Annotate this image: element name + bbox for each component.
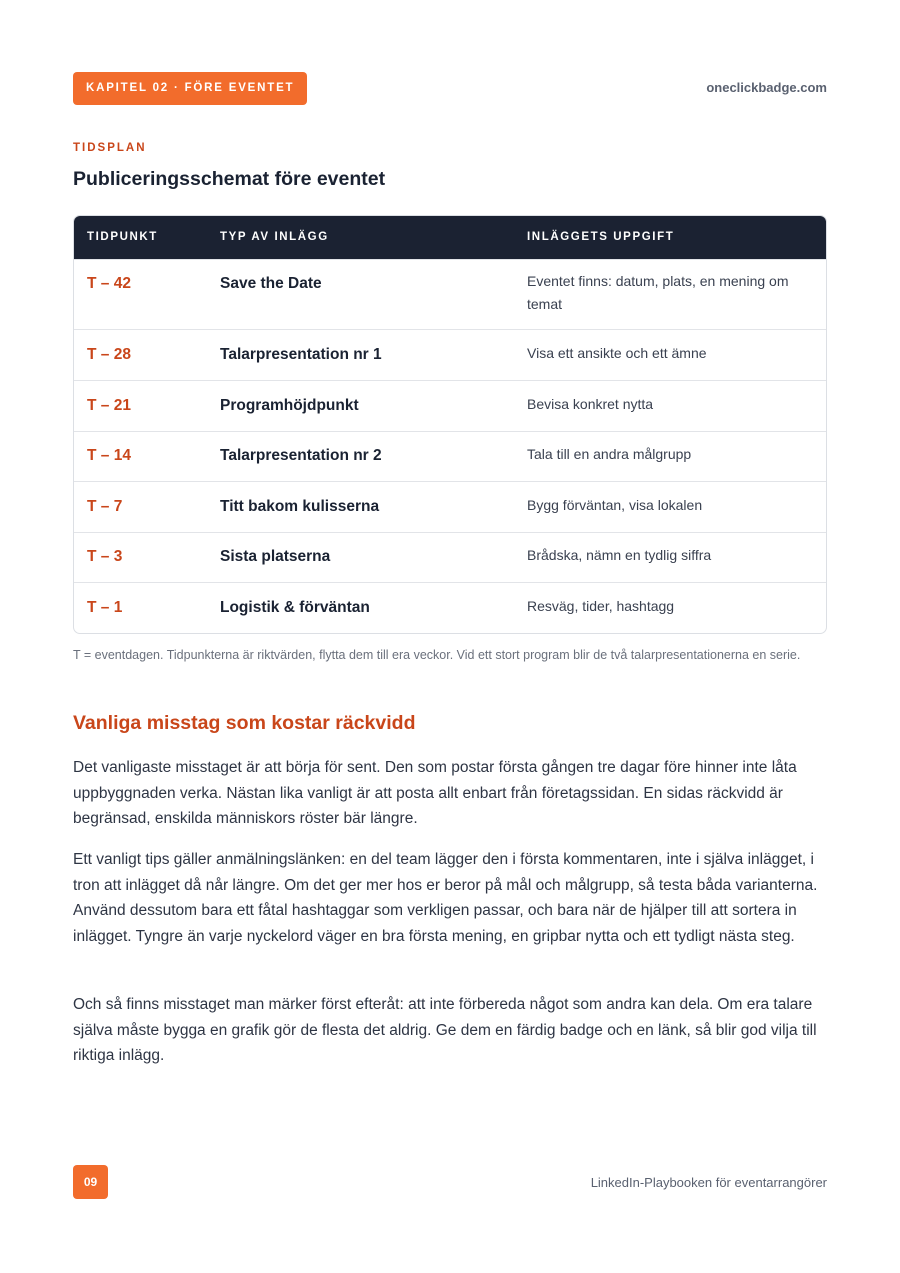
chapter-badge: KAPITEL 02 · FÖRE EVENTET <box>73 72 307 105</box>
mistakes-heading: Vanliga misstag som kostar räckvidd <box>73 712 416 734</box>
table-row <box>74 380 826 431</box>
column-header-type: TYP AV INLÄGG <box>220 231 329 243</box>
row-task: Tala till en andra målgrupp <box>527 446 692 462</box>
table-row <box>74 532 826 582</box>
row-type: Programhöjdpunkt <box>220 397 359 414</box>
site-url[interactable]: oneclickbadge.com <box>706 80 827 95</box>
row-type: Talarpresentation nr 2 <box>220 447 382 464</box>
section-eyebrow: TIDSPLAN <box>73 142 147 154</box>
row-time: T – 28 <box>87 346 131 363</box>
row-task: Visa ett ansikte och ett ämne <box>527 345 707 361</box>
row-task: Resväg, tider, hashtagg <box>527 598 675 614</box>
table-row <box>74 481 826 532</box>
row-type: Titt bakom kulisserna <box>220 498 380 515</box>
page-header <box>73 72 827 105</box>
column-header-time: TIDPUNKT <box>87 231 158 243</box>
row-time: T – 1 <box>87 599 123 616</box>
page-footer <box>73 1165 827 1199</box>
row-task: Bygg förväntan, visa lokalen <box>527 497 703 513</box>
row-time: T – 14 <box>87 447 131 464</box>
row-task: Eventet finns: datum, plats, en mening om temat <box>527 273 789 312</box>
row-time: T – 7 <box>87 498 123 515</box>
table-header <box>74 216 826 259</box>
table-row <box>74 582 826 633</box>
row-type: Sista platserna <box>220 548 331 565</box>
schedule-table <box>73 215 827 634</box>
table-footnote: T = eventdagen. Tidpunkterna är riktvärden, flytta dem till era veckor. Vid ett stort program blir de två talarpresentationerna en serie. <box>73 648 801 662</box>
row-type: Logistik & förväntan <box>220 599 370 616</box>
row-task: Bevisa konkret nytta <box>527 396 654 412</box>
table-row <box>74 431 826 481</box>
row-type: Save the Date <box>220 275 322 292</box>
page <box>73 0 827 1273</box>
body-paragraph: Och så finns misstaget man märker först efteråt: att inte förbereda något som andra kan dela. Om era talare själva måste bygga en grafik gör de flesta det aldrig. Ge dem en färdig badge och en länk, så blir god vilja till riktiga inlägg. <box>73 996 817 1064</box>
row-time: T – 3 <box>87 548 123 565</box>
row-time: T – 42 <box>87 275 131 292</box>
body-paragraph: Det vanligaste misstaget är att börja för sent. Den som postar första gången tre dagar före hinner inte låta uppbyggnaden verka. Nästan lika vanligt är att posta allt enbart från företagssidan. En sidas räckvidd är begränsad, enskilda människors röster bär längre. <box>73 759 797 827</box>
row-time: T – 21 <box>87 397 131 414</box>
row-task: Brådska, nämn en tydlig siffra <box>527 547 712 563</box>
row-type: Talarpresentation nr 1 <box>220 346 382 363</box>
body-paragraph: Ett vanligt tips gäller anmälningslänken: en del team lägger den i första kommentaren, inte i själva inlägget, i tron att inlägget då når längre. Om det ger mer hos er beror på mål och målgrupp, så testa båda varianterna. Använd dessutom bara ett fåtal hashtaggar som verkligen passar, och bara när de hjälper till att sortera in inlägget. Tyngre än varje nyckelord väger en bra första mening, en gripbar nytta och ett tydligt nästa steg. <box>73 851 818 945</box>
footer-title: LinkedIn-Playbooken för eventarrangörer <box>590 1175 827 1190</box>
table-row <box>74 259 826 329</box>
table-row <box>74 329 826 380</box>
column-header-task: INLÄGGETS UPPGIFT <box>527 231 675 243</box>
section-title: Publiceringsschemat före eventet <box>73 168 386 190</box>
page-number-badge: 09 <box>73 1165 108 1199</box>
